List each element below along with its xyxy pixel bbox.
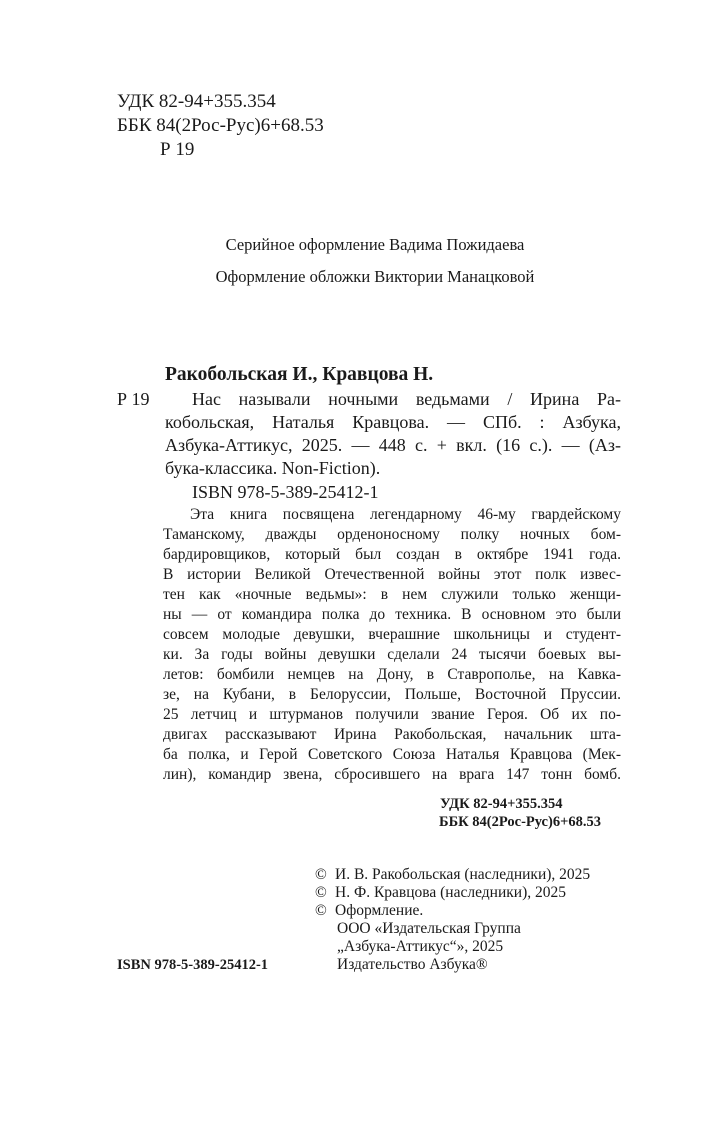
record-authors: Ракобольская И., Кравцова Н.: [165, 364, 434, 385]
annotation-line: двигах рассказывают Ирина Ракобольская, начальник шта-: [163, 726, 621, 743]
annotation-line: В истории Великой Отечественной войны этот полк извес-: [163, 566, 621, 583]
record-line: Нас называли ночными ведьмами / Ирина Ра-: [192, 389, 621, 409]
annotation-line: зе, на Кубани, в Белоруссии, Польше, Восточной Пруссии.: [163, 686, 621, 703]
udk-code: УДК 82-94+355.354: [117, 91, 276, 112]
series-design-credit: Серийное оформление Вадима Пожидаева: [225, 235, 525, 254]
annotation-line: тен как «ночные ведьмы»: в нем служили только женщи-: [163, 586, 621, 603]
copyright-icon: ©: [315, 884, 327, 901]
publisher-line: ООО «Издательская Группа: [337, 920, 521, 937]
annotation-line: лин), командир звена, сбросившего на врага 147 тонн бомб.: [163, 766, 621, 783]
copyright-line: Н. Ф. Кравцова (наследники), 2025: [335, 884, 566, 901]
publisher-line: Издательство Азбука®: [337, 956, 488, 973]
classification-bbk: ББК 84(2Рос-Рус)6+68.53: [439, 814, 601, 830]
record-isbn: ISBN 978-5-389-25412-1: [192, 482, 379, 502]
cover-design-credit: Оформление обложки Виктории Манацковой: [215, 267, 535, 286]
isbn-footer: ISBN 978-5-389-25412-1: [117, 957, 269, 973]
annotation-line: ны — от командира полка до техника. В основном это были: [163, 606, 621, 623]
publisher-line: „Азбука-Аттикус“», 2025: [337, 938, 504, 955]
record-line: Азбука-Аттикус, 2025. — 448 с. + вкл. (16 с.). — (Аз-: [165, 435, 621, 455]
copyright-line: И. В. Ракобольская (наследники), 2025: [335, 866, 591, 883]
annotation-line: Эта книга посвящена легендарному 46-му гвардейскому: [190, 506, 621, 523]
annotation-line: летов: бомбили немцев на Дону, в Ставрополье, на Кавка-: [163, 666, 621, 683]
copyright-icon: ©: [315, 902, 327, 919]
classification-udk: УДК 82-94+355.354: [440, 796, 563, 812]
annotation-line: Таманскому, дважды орденоносному полку ночных бом-: [163, 526, 621, 543]
record-line: бука-классика. Non-Fiction).: [165, 458, 381, 478]
annotation-line: бардировщиков, который был создан в октябре 1941 года.: [163, 546, 621, 563]
copyright-line: Оформление.: [335, 902, 424, 919]
author-mark: Р 19: [160, 139, 195, 160]
annotation-line: ба полка, и Герой Советского Союза Наталья Кравцова (Мек-: [163, 746, 621, 763]
annotation-line: ки. За годы войны девушки сделали 24 тысячи боевых вы-: [163, 646, 621, 663]
record-mark: Р 19: [117, 389, 150, 409]
annotation-line: совсем молодые девушки, вчерашние школьницы и студент-: [163, 626, 621, 643]
bbk-code: ББК 84(2Рос-Рус)6+68.53: [117, 115, 324, 136]
copyright-icon: ©: [315, 866, 327, 883]
annotation-line: 25 летчиц и штурманов получили звание Героя. Об их по-: [163, 706, 621, 723]
record-line: кобольская, Наталья Кравцова. — СПб. : Азбука,: [165, 412, 621, 432]
